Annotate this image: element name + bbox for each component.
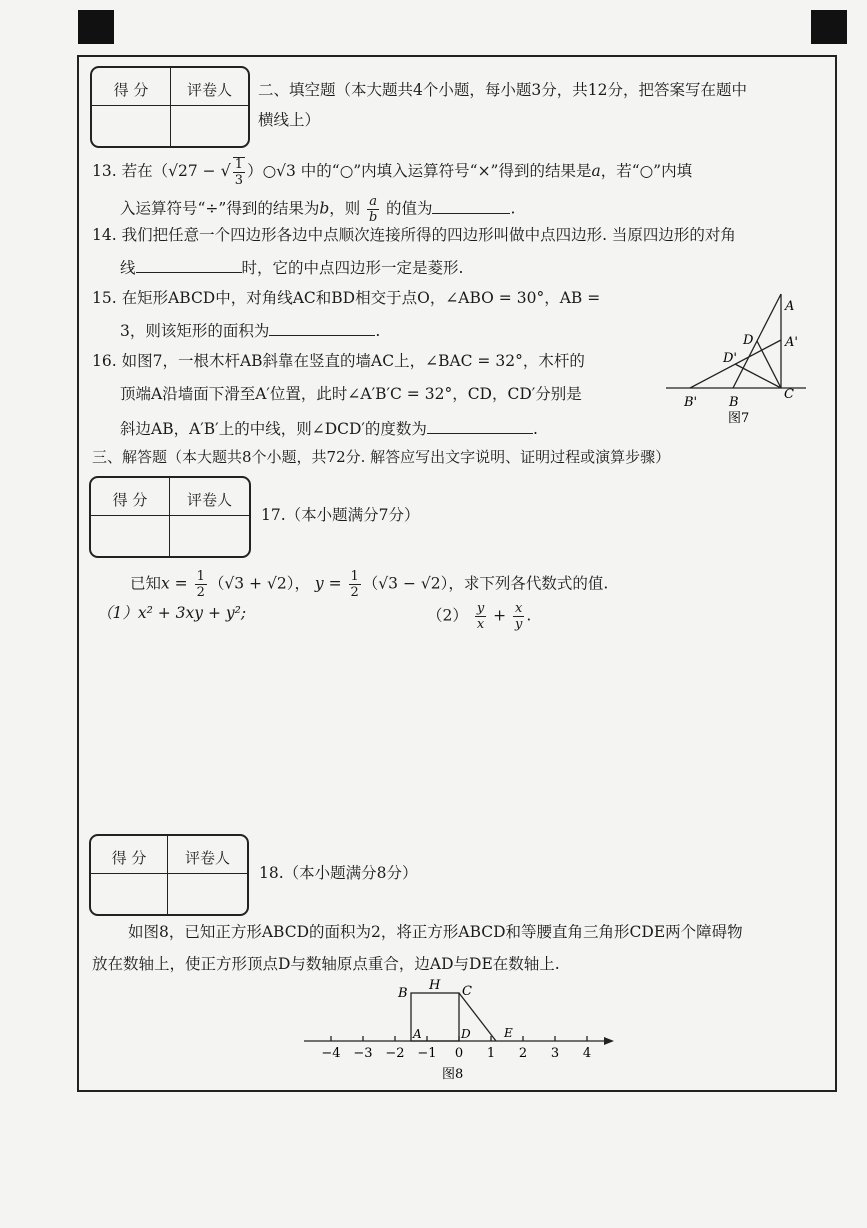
q13-minus: − bbox=[202, 162, 216, 180]
section2-title: 二、填空题（本大题共4个小题，每小题3分，共12分，把答案写在题中 bbox=[258, 81, 747, 99]
label-H: H bbox=[429, 978, 441, 993]
figure-8-caption: 图8 bbox=[442, 1067, 464, 1082]
label-B: B bbox=[398, 986, 408, 1001]
grader-label: 评卷人 bbox=[186, 491, 232, 509]
median-CD1 bbox=[735, 364, 781, 388]
question-16-line2: 顶端A沿墙面下滑至A′位置，此时∠A′B′C = 32°，CD，CD′分别是 bbox=[120, 385, 582, 403]
q13-var-a: a bbox=[591, 162, 601, 180]
section3-title: 三、解答题（本大题共8个小题，共72分. 解答应写出文字说明、证明过程或演算步骤） bbox=[92, 448, 671, 466]
q13-sqrt27: √27 bbox=[168, 162, 198, 180]
axis-arrow bbox=[604, 1037, 614, 1045]
q13-number: 13. bbox=[92, 162, 117, 180]
half-fraction-x: $\frac{1}{2}$ bbox=[196, 569, 205, 600]
q14-answer-blank[interactable] bbox=[136, 258, 242, 273]
tick-label: 4 bbox=[582, 1046, 592, 1061]
label-A: A bbox=[413, 1027, 422, 1041]
label-D: D bbox=[461, 1027, 471, 1041]
label-D: D bbox=[743, 333, 754, 348]
registration-mark-right bbox=[811, 10, 847, 44]
question-14-line1: 14. 我们把任意一个四边形各边中点顺次连接所得的四边形叫做中点四边形. 当原四边形的对角 bbox=[92, 226, 736, 244]
q16-answer-blank[interactable] bbox=[427, 419, 533, 434]
q18-header: 18.（本小题满分8分） bbox=[259, 864, 418, 882]
q13-text2: ）○√3 中的“○”内填入运算符号“×”得到的结果是 bbox=[247, 162, 592, 180]
q17-part2: （2） $\frac{y}{x}$ + $\frac{x}{y}$ . bbox=[427, 601, 532, 632]
q13-fraction: $\frac{1}{3}$ bbox=[234, 157, 244, 188]
q13-text1: 若在（ bbox=[121, 162, 169, 180]
registration-mark-left bbox=[78, 10, 114, 44]
score-box-section2 bbox=[90, 66, 250, 148]
grader-label: 评卷人 bbox=[186, 81, 232, 99]
question-13-line2: 入运算符号“÷”得到的结果为b，则 $\frac{a}{b}$ 的值为 . bbox=[120, 194, 516, 225]
figure-7-caption: 图7 bbox=[728, 411, 750, 426]
median-CD bbox=[757, 341, 781, 388]
q13-ratio: $\frac{a}{b}$ bbox=[368, 194, 378, 225]
fraction-x-over-y: $\frac{x}{y}$ bbox=[515, 601, 523, 632]
tick-label: −4 bbox=[321, 1046, 341, 1061]
q17-part1: （1）x² + 3xy + y²; bbox=[97, 604, 247, 622]
score-box-q17 bbox=[89, 476, 251, 558]
q17-header: 17.（本小题满分7分） bbox=[261, 506, 420, 524]
tick-label: 1 bbox=[486, 1046, 496, 1061]
label-A1: A' bbox=[785, 335, 798, 350]
score-box-q18 bbox=[89, 834, 249, 916]
section2-title-cont: 横线上） bbox=[258, 111, 321, 129]
label-C: C bbox=[462, 984, 472, 999]
tick-label: 2 bbox=[518, 1046, 528, 1061]
label-E: E bbox=[504, 1026, 513, 1040]
question-15-line1: 15. 在矩形ABCD中，对角线AC和BD相交于点O，∠ABO = 30°，AB = bbox=[92, 289, 601, 307]
question-14-line2: 线 时，它的中点四边形一定是菱形. bbox=[120, 259, 464, 277]
tick-label: −3 bbox=[353, 1046, 373, 1061]
q13-answer-blank[interactable] bbox=[432, 199, 510, 214]
score-label: 得 分 bbox=[111, 849, 147, 867]
q13-text3: ，若“○”内填 bbox=[600, 162, 693, 180]
score-label: 得 分 bbox=[112, 491, 148, 509]
figure-7 bbox=[660, 282, 820, 428]
label-B: B bbox=[729, 395, 739, 410]
label-D1: D' bbox=[723, 351, 737, 366]
q18-line1: 如图8，已知正方形ABCD的面积为2，将正方形ABCD和等腰直角三角形CDE两个障碍物 bbox=[128, 923, 743, 941]
q17-given: 已知x = $\frac{1}{2}$ （√3 + √2）， y = $\frac{1}{2}$ （√3 − √2），求下列各代数式的值. bbox=[130, 569, 609, 600]
label-B1: B' bbox=[684, 395, 698, 410]
fraction-y-over-x: $\frac{y}{x}$ bbox=[476, 601, 485, 632]
tick-label: 0 bbox=[454, 1046, 464, 1061]
tick-label: 3 bbox=[550, 1046, 560, 1061]
question-15-line2: 3，则该矩形的面积为 . bbox=[120, 322, 381, 340]
figure-8 bbox=[296, 975, 626, 1085]
label-A: A bbox=[785, 299, 795, 314]
half-fraction-y: $\frac{1}{2}$ bbox=[350, 569, 359, 600]
q18-line2: 放在数轴上，使正方形顶点D与数轴原点重合，边AD与DE在数轴上. bbox=[92, 955, 560, 973]
q15-answer-blank[interactable] bbox=[269, 321, 375, 336]
grader-label: 评卷人 bbox=[184, 849, 230, 867]
tick-label: −1 bbox=[417, 1046, 437, 1061]
label-C: C bbox=[784, 387, 794, 402]
tick-group bbox=[321, 1036, 591, 1061]
question-13-line1: 13. 若在（√27 − √ $\frac{1}{3}$ ）○√3 中的“○”内填入运算符号“×”得到的结果是a，若“○”内填 bbox=[92, 157, 693, 188]
tick-label: −2 bbox=[385, 1046, 405, 1061]
score-label: 得 分 bbox=[113, 81, 149, 99]
question-16-line3: 斜边AB，A′B′上的中线，则∠DCD′的度数为 . bbox=[120, 420, 538, 438]
question-16-line1: 16. 如图7，一根木杆AB斜靠在竖直的墙AC上，∠BAC = 32°，木杆的 bbox=[92, 352, 585, 370]
